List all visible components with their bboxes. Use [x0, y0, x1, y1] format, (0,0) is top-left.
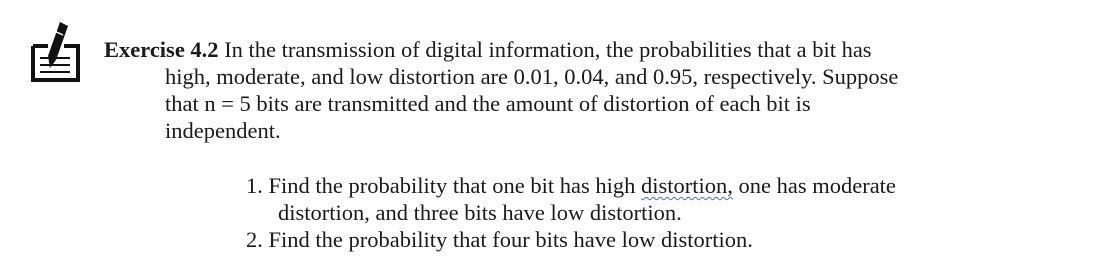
intro-line: independent.: [165, 118, 281, 143]
question-number: 1.: [246, 173, 263, 198]
exercise-question-list: [246, 172, 1106, 253]
pencil-writing-icon: [30, 22, 86, 84]
intro-line: high, moderate, and low distortion are 0.01, 0.04, and 0.95, respectively. Suppose: [165, 64, 899, 89]
intro-line: that n = 5 bits are transmitted and the amount of distortion of each bit is: [165, 91, 811, 116]
spellcheck-marked-word: distortion,: [640, 173, 733, 198]
question-text: Find the probability that four bits have low distortion.: [268, 227, 753, 252]
exercise-title: Exercise 4.2: [104, 37, 219, 62]
question-continuation: distortion, and three bits have low distortion.: [278, 200, 682, 225]
question-text: one has moderate: [732, 173, 896, 198]
exercise-first-line: [104, 36, 1104, 63]
exercise-paragraph: [104, 36, 1104, 144]
question-item-1: [246, 172, 1106, 199]
question-text: Find the probability that one bit has high: [268, 173, 641, 198]
intro-line: In the transmission of digital information, the probabilities that a bit has: [224, 37, 872, 62]
question-item-2: [246, 226, 1106, 253]
question-number: 2.: [246, 227, 263, 252]
